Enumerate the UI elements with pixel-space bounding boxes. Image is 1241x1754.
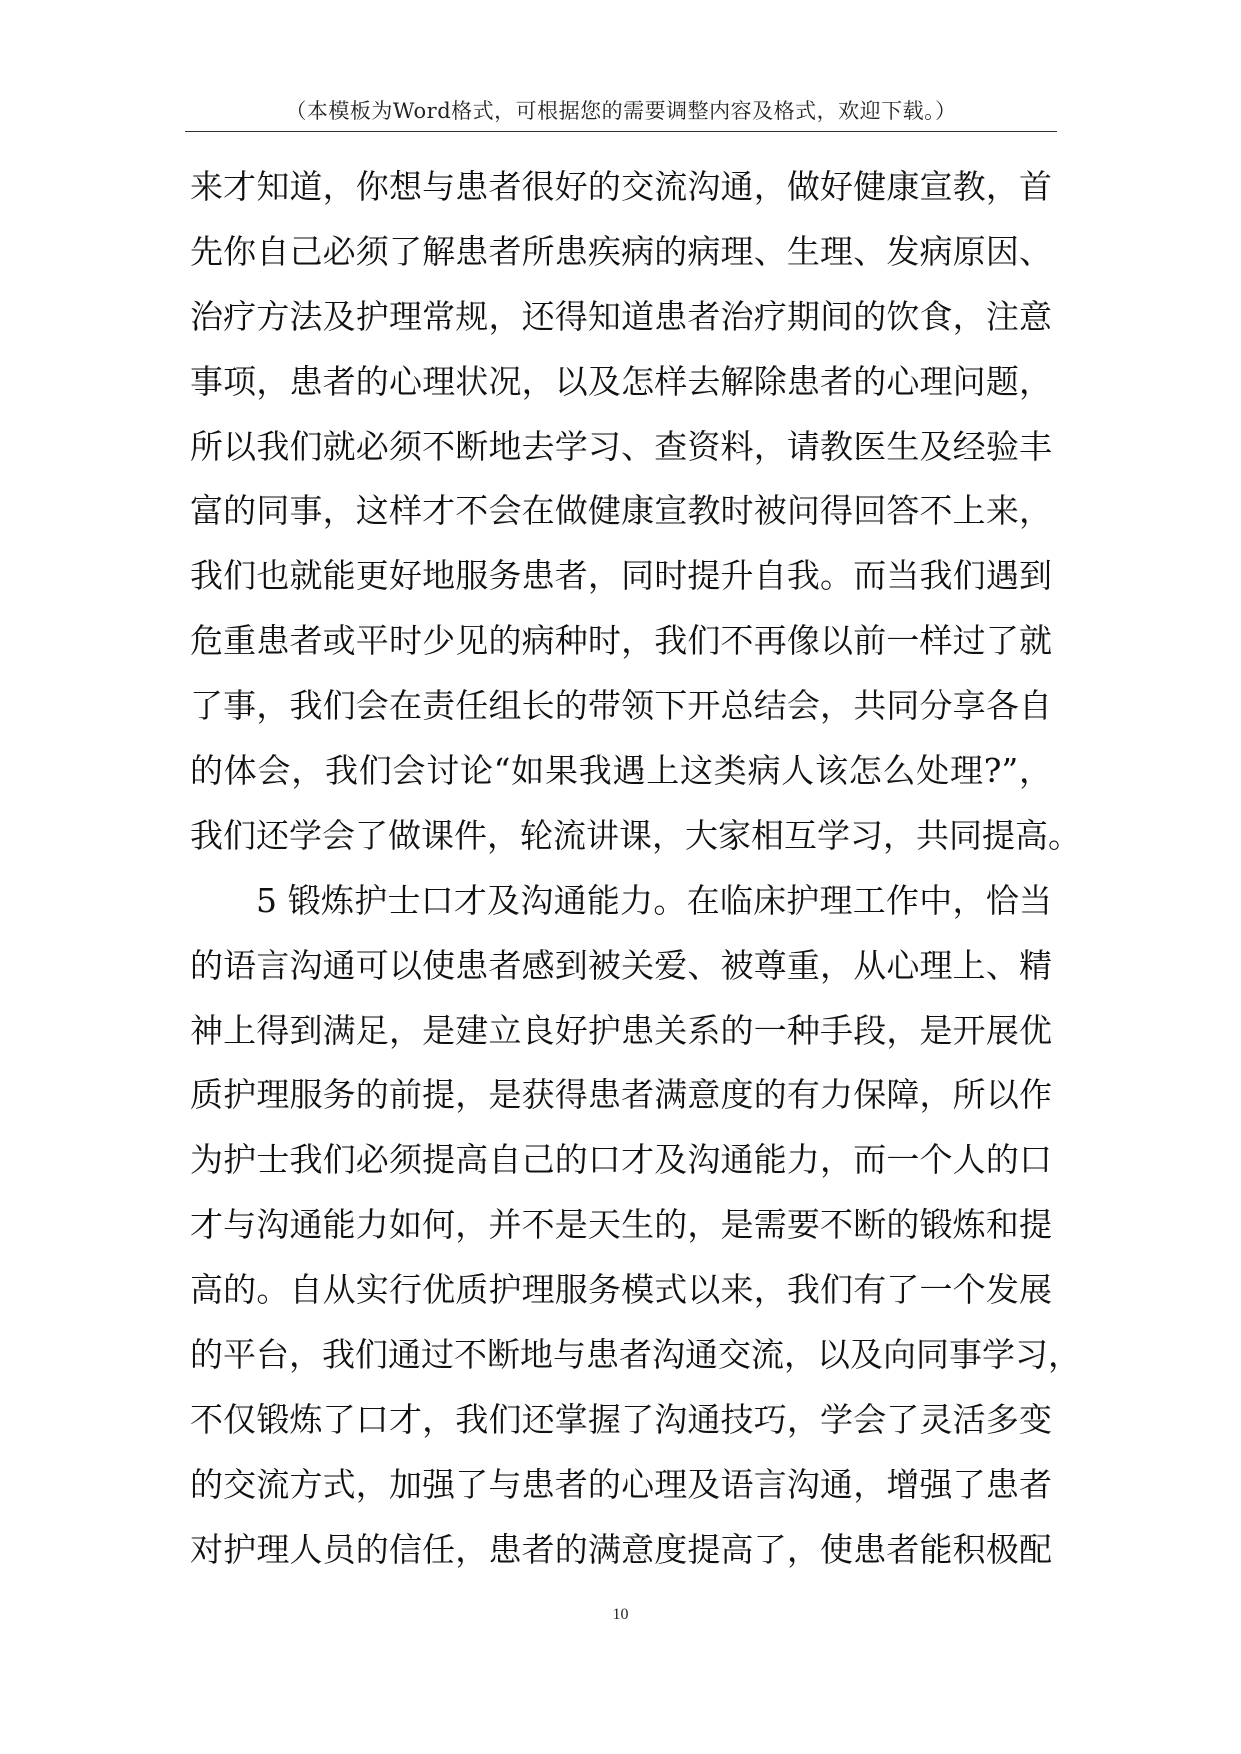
text-line: 的语言沟通可以使患者感到被关爱、被尊重，从心理上、精 [190, 945, 1052, 985]
text-line: 质护理服务的前提，是获得患者满意度的有力保障，所以作 [190, 1075, 1052, 1115]
text-line: 了事，我们会在责任组长的带领下开总结会，共同分享各自 [190, 686, 1052, 726]
page-header: （本模板为Word格式，可根据您的需要调整内容及格式，欢迎下载。） [285, 99, 957, 123]
text-line: 的平台，我们通过不断地与患者沟通交流，以及向同事学习， [190, 1335, 1081, 1375]
header-divider [185, 131, 1057, 132]
text-line: 我们也就能更好地服务患者，同时提升自我。而当我们遇到 [190, 556, 1052, 596]
text-line: 事项，患者的心理状况，以及怎样去解除患者的心理问题， [190, 361, 1052, 401]
text-line: 先你自己必须了解患者所患疾病的病理、生理、发病原因、 [190, 231, 1052, 271]
text-line: 不仅锻炼了口才，我们还掌握了沟通技巧，学会了灵活多变 [190, 1399, 1052, 1439]
text-line: 神上得到满足，是建立良好护患关系的一种手段，是开展优 [190, 1010, 1052, 1050]
text-line: 危重患者或平时少见的病种时，我们不再像以前一样过了就 [190, 621, 1052, 661]
page-number: 10 [612, 1606, 629, 1623]
text-line: 为护士我们必须提高自己的口才及沟通能力，而一个人的口 [190, 1140, 1052, 1180]
text-line: 的交流方式，加强了与患者的心理及语言沟通，增强了患者 [190, 1464, 1052, 1504]
text-line: 的体会，我们会讨论“如果我遇上这类病人该怎么处理?”， [190, 751, 1052, 791]
text-line: 我们还学会了做课件，轮流讲课，大家相互学习，共同提高。 [190, 815, 1081, 855]
text-line: 所以我们就必须不断地去学习、查资料，请教医生及经验丰 [190, 426, 1052, 466]
text-line: 来才知道，你想与患者很好的交流沟通，做好健康宣教，首 [190, 167, 1052, 206]
paragraph-start-line: 5 锻炼护士口才及沟通能力。在临床护理工作中，恰当 [256, 880, 1052, 920]
body-text [190, 162, 1081, 1590]
text-line: 对护理人员的信任，患者的满意度提高了，使患者能积极配 [190, 1529, 1052, 1569]
text-line: 才与沟通能力如何，并不是天生的，是需要不断的锻炼和提 [190, 1205, 1052, 1245]
text-line: 富的同事，这样才不会在做健康宣教时被问得回答不上来， [190, 491, 1052, 531]
text-line: 治疗方法及护理常规，还得知道患者治疗期间的饮食，注意 [190, 296, 1052, 336]
text-line: 高的。自从实行优质护理服务模式以来，我们有了一个发展 [190, 1270, 1052, 1310]
